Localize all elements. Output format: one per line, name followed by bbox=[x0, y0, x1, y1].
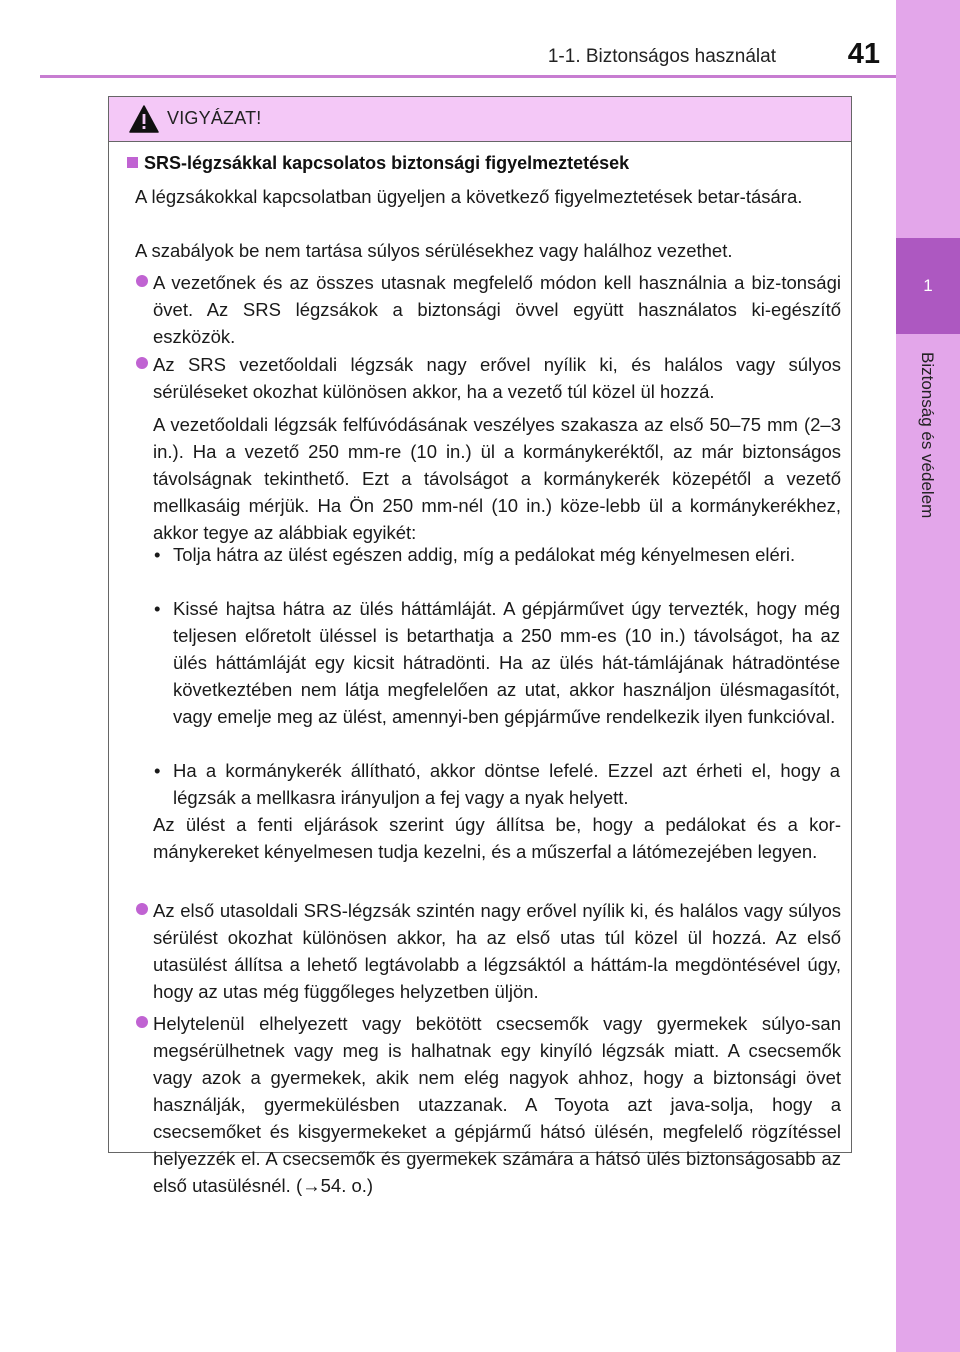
sub-bullet-text: Kissé hajtsa hátra az ülés háttámláját. A gépjárművet úgy tervezték, hogy még teljesen előretolt üléssel is betarthatja a 250 mm-es (10 in.) távolságot, ha az ülés háttámláját egy kicsit hátradönti. Ha az ülés hát-támlájának hátradöntése következtében nem látja megfelelően az utat, akkor használjon ülésmagasítót, vagy emelje meg az ülést, amennyi-ben gépjárműve rendelkezik ilyen funkcióval. bbox=[173, 598, 840, 727]
bullet-text: Az SRS vezetőoldali légzsák nagy erővel nyílik ki, és halálos vagy súlyos sérüléseket okozhat különösen akkor, ha a vezető túl közel ül hozzá. bbox=[153, 354, 841, 402]
seat-adjust-paragraph: Az ülést a fenti eljárások szerint úgy állítsa be, hogy a pedálokat és a kor-mánykereket kényelmesen tudja kezelni, és a műszerfal a látómezejében legyen. bbox=[153, 814, 841, 862]
bullet-text: Helytelenül elhelyezett vagy bekötött csecsemők vagy gyermekek súlyo-san megsérülhetnek vagy meg is halhatnak egy kinyíló légzsák miatt. A csecsemők vagy azok a gyermekek, akik nem elég nagyok ahhoz, hogy a biztonsági övet használják, gyermekülésben utazzanak. A Toyota azt java-solja, hogy a csecsemőket és kisgyermekeket a gépjármű hátsó ülésén, megfelelő rögzítéssel helyezzék el. A csecsemők és gyermekek számára a hátsó ülés biztonságosabb az első utasülésnél. (→54. o.) bbox=[153, 1013, 841, 1196]
intro-paragraph-2: A szabályok be nem tartása súlyos sérülésekhez vagy halálhoz vezethet. bbox=[135, 240, 733, 261]
square-bullet-icon bbox=[127, 157, 138, 168]
dot-bullet-icon: • bbox=[154, 598, 161, 619]
page-number: 41 bbox=[847, 38, 880, 70]
sub-bullet-item bbox=[154, 541, 840, 568]
section-heading bbox=[127, 153, 629, 174]
sub-bullet-item bbox=[154, 595, 840, 730]
sub-bullet-text: Tolja hátra az ülést egészen addig, míg a pedálokat még kényelmesen eléri. bbox=[173, 544, 796, 565]
bullet-item bbox=[153, 1010, 841, 1199]
circle-bullet-icon bbox=[136, 357, 148, 369]
circle-bullet-icon bbox=[136, 275, 148, 287]
section-heading-text: SRS-légzsákkal kapcsolatos biztonsági figyelmeztetések bbox=[144, 153, 630, 173]
bullet-text: A vezetőnek és az összes utasnak megfelelő módon kell használnia a biz-tonsági övet. Az SRS légzsákok a biztonsági övvel együtt használatos ki-egészítő eszközök. bbox=[153, 272, 841, 347]
bullet-text: Az első utasoldali SRS-légzsák szintén nagy erővel nyílik ki, és halálos vagy súlyos sérülést okozhat különösen akkor, ha az első utas túl közel ül hozzá. Az első utasülést állítsa a lehető legtávolabb a légzsáktól a háttám-la megdöntésével úgy, hogy az utas még függőleges helyzetben üljön. bbox=[153, 900, 841, 1002]
header-divider bbox=[40, 75, 896, 78]
dot-bullet-icon: • bbox=[154, 760, 161, 781]
chapter-side-tab bbox=[896, 0, 960, 1352]
bullet-item bbox=[153, 897, 841, 1005]
circle-bullet-icon bbox=[136, 903, 148, 915]
section-title: 1-1. Biztonságos használat bbox=[547, 46, 776, 67]
chapter-label: Biztonság és védelem bbox=[918, 352, 937, 519]
warning-box bbox=[108, 96, 852, 1196]
circle-bullet-icon bbox=[136, 1016, 148, 1028]
intro-paragraph-1: A légzsákokkal kapcsolatban ügyeljen a következő figyelmeztetések betar-tására. bbox=[135, 186, 803, 207]
sub-bullet-text: Ha a kormánykerék állítható, akkor döntse lefelé. Ezzel azt érheti el, hogy a légzsák a mellkasra irányuljon a fej vagy a nyak helyett. bbox=[173, 760, 840, 808]
warning-triangle-icon bbox=[129, 105, 159, 133]
bullet-item bbox=[153, 351, 841, 405]
page-header bbox=[0, 0, 896, 78]
driver-distance-paragraph: A vezetőoldali légzsák felfúvódásának veszélyes szakasza az első 50–75 mm (2–3 in.). Ha a vezető 250 mm-re (10 in.) ül a kormánykeréktől, az már biztonságos távolságnak tekinthető. Ezt a távolságot a kormánykerék közepétől a vezető mellkasáig mérjük. Ha Ön 250 mm-nél (10 in.) köze-lebb ül a kormánykerékhez, akkor tegye az alábbiak egyikét: bbox=[153, 414, 841, 543]
dot-bullet-icon: • bbox=[154, 544, 161, 565]
warning-title-bar bbox=[109, 97, 851, 142]
chapter-number: 1 bbox=[896, 238, 960, 334]
bullet-item bbox=[153, 269, 841, 350]
warning-title: VIGYÁZAT! bbox=[167, 108, 262, 128]
sub-bullet-item bbox=[154, 757, 840, 811]
